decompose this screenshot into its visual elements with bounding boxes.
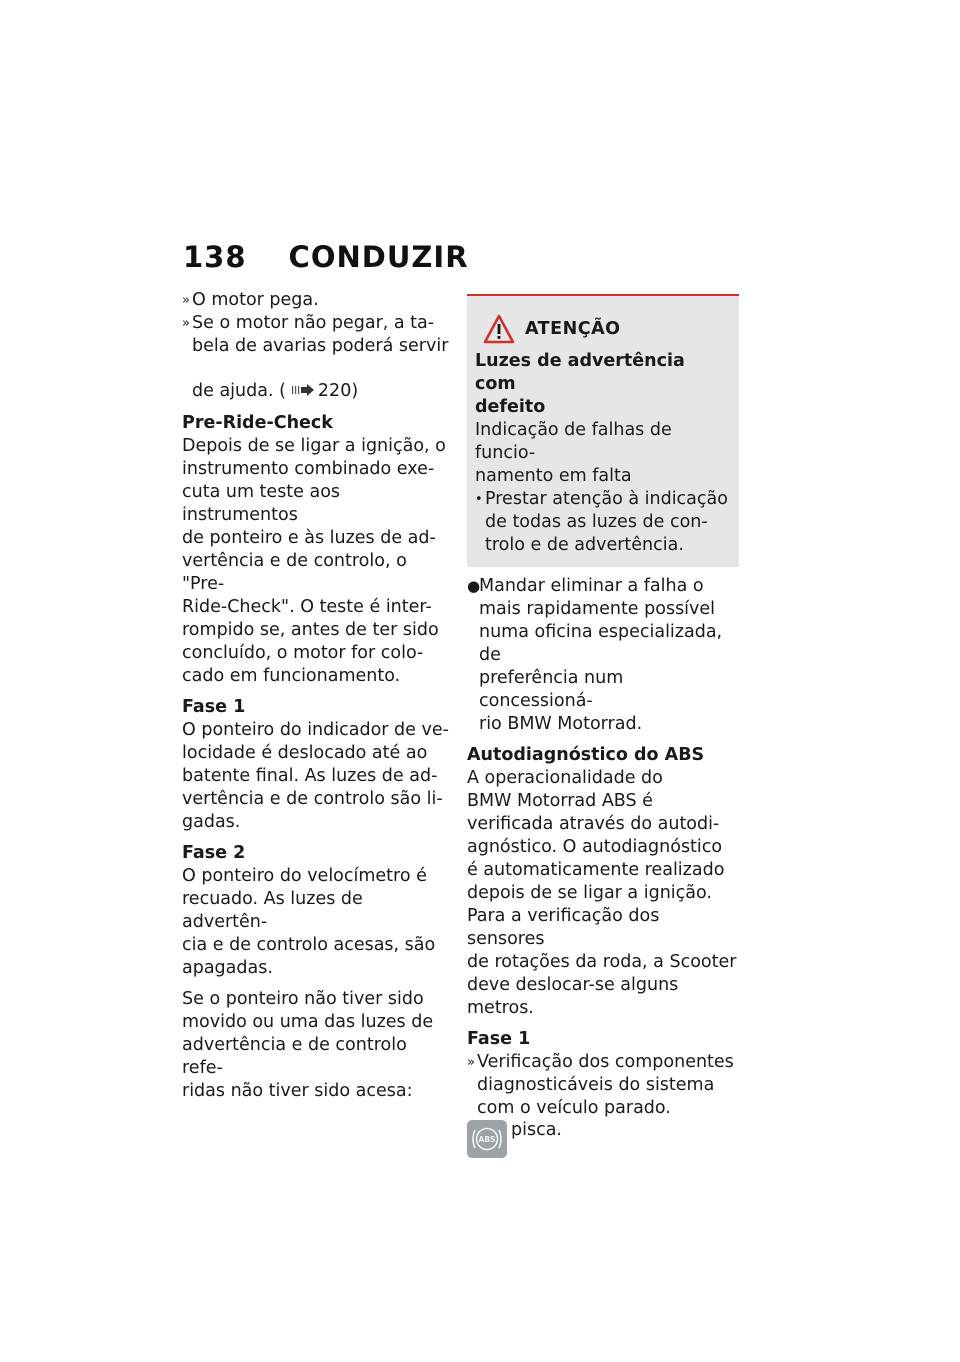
fase-1-heading: Fase 1 (182, 697, 246, 717)
page-header (183, 240, 469, 274)
bullet-icon: • (475, 492, 483, 507)
page-number: 138 (183, 240, 247, 274)
double-chevron-right-icon: » (182, 293, 190, 308)
step-text (192, 312, 450, 404)
action-item (467, 575, 739, 736)
section-title: CONDUZIR (288, 240, 469, 274)
right-column (467, 294, 739, 1162)
left-column (182, 289, 450, 1103)
abs-heading: Autodiagnóstico do ABS (467, 745, 705, 765)
abs-step-text: Verificação dos componentes diagnosticáveis do sistema com o veículo parado. (477, 1052, 734, 1118)
abs-icon-label: ABS (478, 1135, 496, 1144)
fase-1-text: O ponteiro do indicador de ve- locidade é deslocado até ao batente final. As luzes de ad- vertência e de controlo são li- gadas. (182, 720, 449, 832)
blink-text: pisca. (511, 1120, 562, 1140)
reference-arrow-icon[interactable] (292, 358, 314, 404)
warning-bullet-text: Prestar atenção à indicação de todas as luzes de con- trolo e de advertência. (485, 489, 728, 555)
double-chevron-right-icon: » (467, 1055, 475, 1070)
final-paragraph: Se o ponteiro não tiver sido movido ou uma das luzes de advertência e de controlo refe- ridas não tiver sido acesa: (182, 989, 434, 1101)
abs-text: A operacionalidade do BMW Motorrad ABS é verificada através do autodi- agnóstico. O autodiagnóstico é automaticamente realizado depois de se ligar a ignição. Para a verificação dos sensores de rotações da roda, a Scooter deve deslocar-se alguns metros. (467, 768, 737, 1018)
warning-title: Luzes de advertência com defeito (475, 351, 685, 417)
step-item (182, 289, 450, 312)
step-item (182, 312, 450, 404)
double-chevron-right-icon: » (182, 316, 190, 331)
warning-bullet (475, 488, 729, 557)
warning-triangle-icon (483, 314, 515, 344)
abs-indicator-row (467, 1120, 739, 1162)
step-text-body: Se o motor não pegar, a ta- bela de avarias poderá servir de ajuda. (192, 313, 449, 401)
page-reference[interactable]: 220) (317, 381, 359, 401)
pre-ride-check-heading: Pre-Ride-Check (182, 413, 333, 433)
fase-2-text: O ponteiro do velocímetro é recuado. As luzes de advertên- cia e de controlo acesas, são apagadas. (182, 866, 436, 978)
reference-open: ( (279, 381, 286, 401)
abs-fase-1-heading: Fase 1 (467, 1029, 531, 1049)
warning-header (475, 312, 729, 346)
abs-step-item (467, 1051, 739, 1120)
warning-box (467, 294, 739, 567)
abs-warning-light-icon (467, 1120, 507, 1158)
step-text: O motor pega. (192, 290, 319, 310)
warning-text: Indicação de falhas de funcio- namento em falta (475, 420, 672, 486)
pre-ride-check-text: Depois de se ligar a ignição, o instrumento combinado exe- cuta um teste aos instrumentos de ponteiro e às luzes de ad- vertência e de controlo, o "Pre- Ride-Check". O teste é inter- rompido se, antes de ter sido concluído, o motor for colo- cado em funcionamento. (182, 436, 446, 686)
action-bullet-icon: ● (467, 577, 481, 595)
warning-label: ATENÇÃO (525, 318, 621, 339)
fase-2-heading: Fase 2 (182, 843, 246, 863)
action-text: Mandar eliminar a falha o mais rapidamente possível numa oficina especializada, de preferência num concessioná- rio BMW Motorrad. (479, 576, 723, 734)
